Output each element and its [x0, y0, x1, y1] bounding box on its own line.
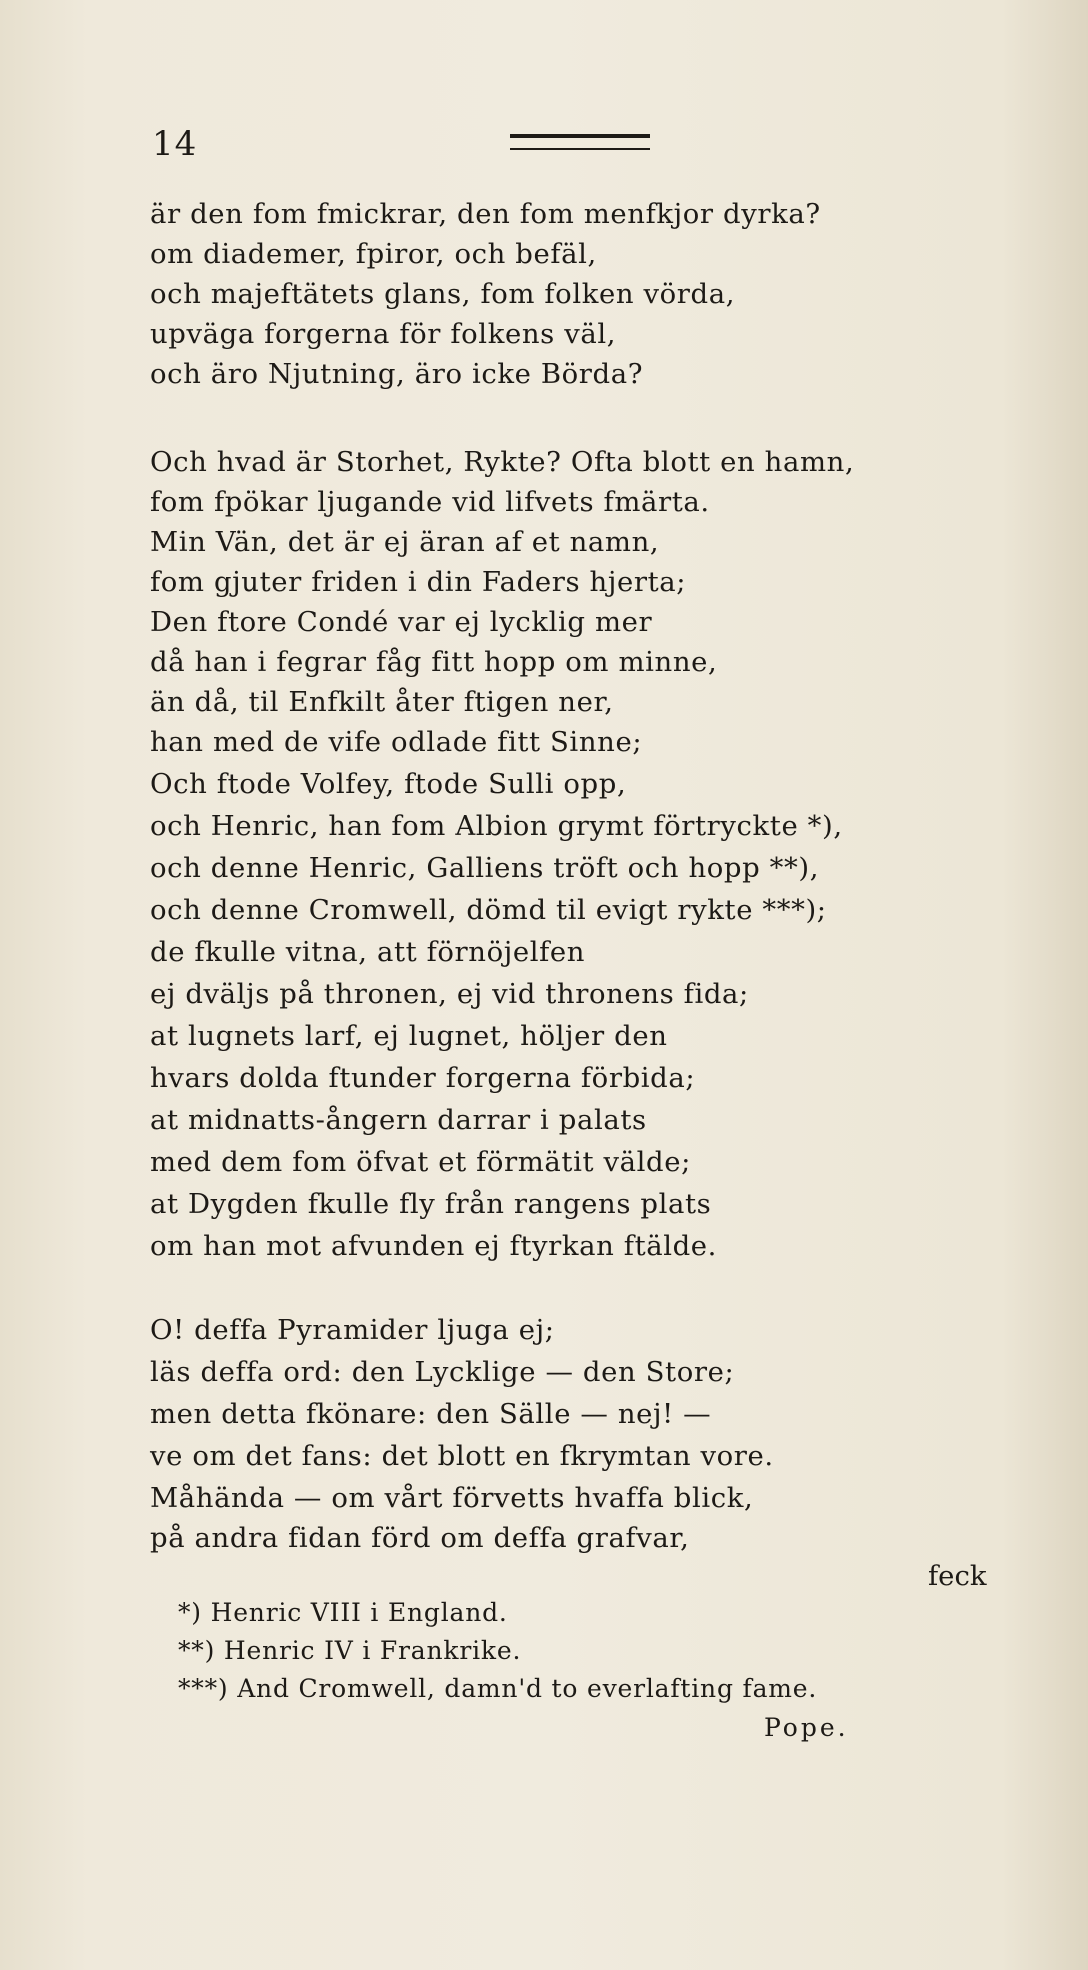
verse-line: och Henric, han fom Albion grymt förtryckte *), [150, 810, 843, 842]
verse-line: Och hvad är Storhet, Rykte? Ofta blott en hamn, [150, 446, 855, 478]
verse-line: O! deffa Pyramider ljuga ej; [150, 1314, 555, 1346]
verse-line: då han i fegrar fåg fitt hopp om minne, [150, 646, 718, 678]
footnote: ***) And Cromwell, damn'd to everlafting fame. [178, 1674, 818, 1703]
verse-line: om diademer, fpiror, och befäl, [150, 238, 597, 270]
header-ornament-rule [510, 134, 650, 150]
verse-line: och denne Henric, Galliens tröft och hopp **), [150, 852, 820, 884]
footnote-attribution: Pope. [764, 1713, 849, 1742]
verse-line: at Dygden fkulle fly från rangens plats [150, 1188, 712, 1220]
verse-line: Den ftore Condé var ej lycklig mer [150, 606, 653, 638]
verse-line: läs deffa ord: den Lycklige — den Store; [150, 1356, 735, 1388]
verse-line: upväga forgerna för folkens väl, [150, 318, 617, 350]
footnote: *) Henric VIII i England. [178, 1598, 508, 1627]
verse-line: och majeftätets glans, fom folken vörda, [150, 278, 736, 310]
verse-line: de fkulle vitna, att förnöjelfen [150, 936, 586, 968]
verse-line: om han mot afvunden ej ftyrkan ftälde. [150, 1230, 718, 1262]
verse-line: och denne Cromwell, dömd til evigt rykte ***); [150, 894, 827, 926]
verse-line: på andra fidan förd om deffa grafvar, [150, 1522, 690, 1554]
verse-line: Och ftode Volfey, ftode Sulli opp, [150, 768, 627, 800]
verse-line: at midnatts-ångern darrar i palats [150, 1104, 647, 1136]
verse-line: än då, til Enfkilt åter ftigen ner, [150, 686, 614, 718]
verse-line: fom fpökar ljugande vid lifvets fmärta. [150, 486, 710, 518]
footnote: **) Henric IV i Frankrike. [178, 1636, 522, 1665]
verse-line: Min Vän, det är ej äran af et namn, [150, 526, 660, 558]
verse-line: han med de vife odlade fitt Sinne; [150, 726, 643, 758]
verse-line: ve om det fans: det blott en fkrymtan vore. [150, 1440, 774, 1472]
page-number: 14 [152, 124, 198, 164]
verse-line: hvars dolda ftunder forgerna förbida; [150, 1062, 696, 1094]
verse-line: ej dväljs på thronen, ej vid thronens fida; [150, 978, 749, 1010]
verse-line: är den fom fmickrar, den fom menfkjor dyrka? [150, 198, 821, 230]
verse-line: men detta fkönare: den Sälle — nej! — [150, 1398, 712, 1430]
verse-line: at lugnets larf, ej lugnet, höljer den [150, 1020, 668, 1052]
verse-line: Måhända — om vårt förvetts hvaffa blick, [150, 1482, 754, 1514]
verse-line: och äro Njutning, äro icke Börda? [150, 358, 644, 390]
verse-line: med dem fom öfvat et förmätit välde; [150, 1146, 691, 1178]
catchword: feck [928, 1560, 987, 1592]
verse-line: fom gjuter friden i din Faders hjerta; [150, 566, 687, 598]
